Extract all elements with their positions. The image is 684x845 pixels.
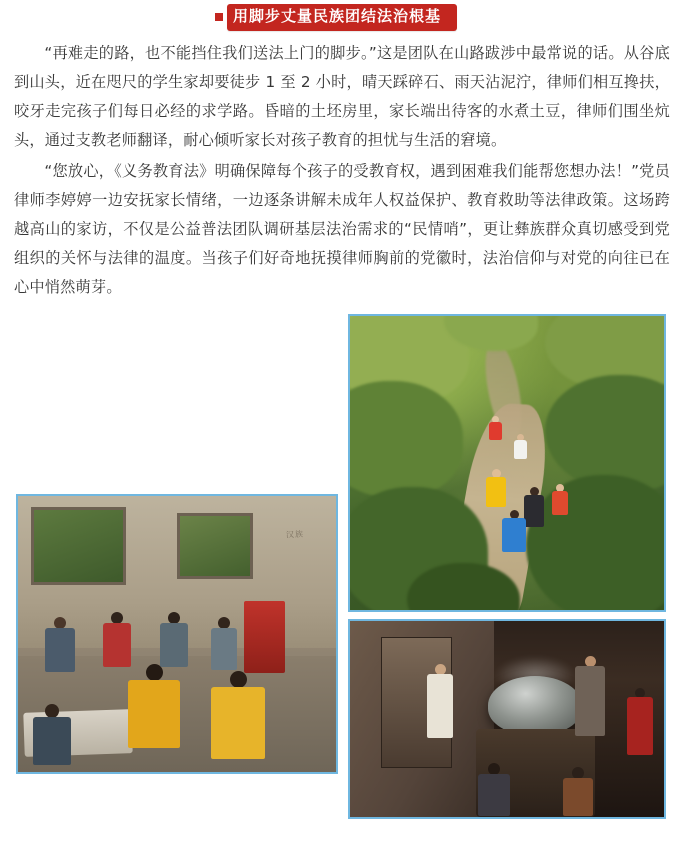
person-figure xyxy=(561,767,595,817)
square-marker-icon xyxy=(215,13,223,21)
person-figure xyxy=(209,617,239,671)
person-figure xyxy=(158,612,190,668)
page-title: 用脚步丈量民族团结法治根基 xyxy=(232,8,441,25)
photo-gallery xyxy=(0,314,684,814)
person-figure xyxy=(573,656,607,742)
kitchen-photo xyxy=(348,619,666,819)
person-figure xyxy=(476,763,512,817)
article-body xyxy=(0,37,684,302)
person-figure xyxy=(625,688,655,760)
person-figure xyxy=(31,704,73,766)
wall-text: 汉族 xyxy=(286,530,305,541)
title-banner xyxy=(227,4,457,31)
person-figure xyxy=(485,469,507,509)
person-figure xyxy=(501,510,527,554)
person-figure xyxy=(425,664,455,744)
person-figure xyxy=(488,416,504,442)
paragraph-1: “再难走的路，也不能挡住我们送法上门的脚步。”这是团队在山路跋涉中最常说的话。从谷底到山头，近在咫尺的学生家却要徒步 1 至 2 小时，晴天踩碎石、雨天沾泥泞，律师们相互搀扶，咬牙走完孩子们每日必经的求学路。昏暗的土坯房里，家长端出待客的水煮土豆，律师们围坐炕头，通过支教老师翻译，耐心倾听家长对孩子教育的担忧与生活的窘境。 xyxy=(14,44,670,149)
home-visit-photo xyxy=(16,494,338,774)
person-figure xyxy=(551,484,569,516)
paragraph-2: “您放心，《义务教育法》明确保障每个孩子的受教育权，遇到困难我们能帮您想办法！”党员律师李婷婷一边安抚家长情绪，一边逐条讲解未成年人权益保护、教育救助等法律政策。这场跨越高山的家访，不仅是公益普法团队调研基层法治需求的“民情哨”，更让彝族群众真切感受到党组织的关怀与法律的温度。当孩子们好奇地抚摸律师胸前的党徽时，法治信仰与对党的向往已在心中悄然萌芽。 xyxy=(14,162,670,296)
person-figure xyxy=(43,617,77,673)
trail-photo xyxy=(348,314,666,612)
person-figure xyxy=(101,612,133,668)
person-figure xyxy=(126,664,182,750)
person-figure xyxy=(513,434,529,460)
header xyxy=(0,0,684,37)
person-figure xyxy=(209,671,267,761)
